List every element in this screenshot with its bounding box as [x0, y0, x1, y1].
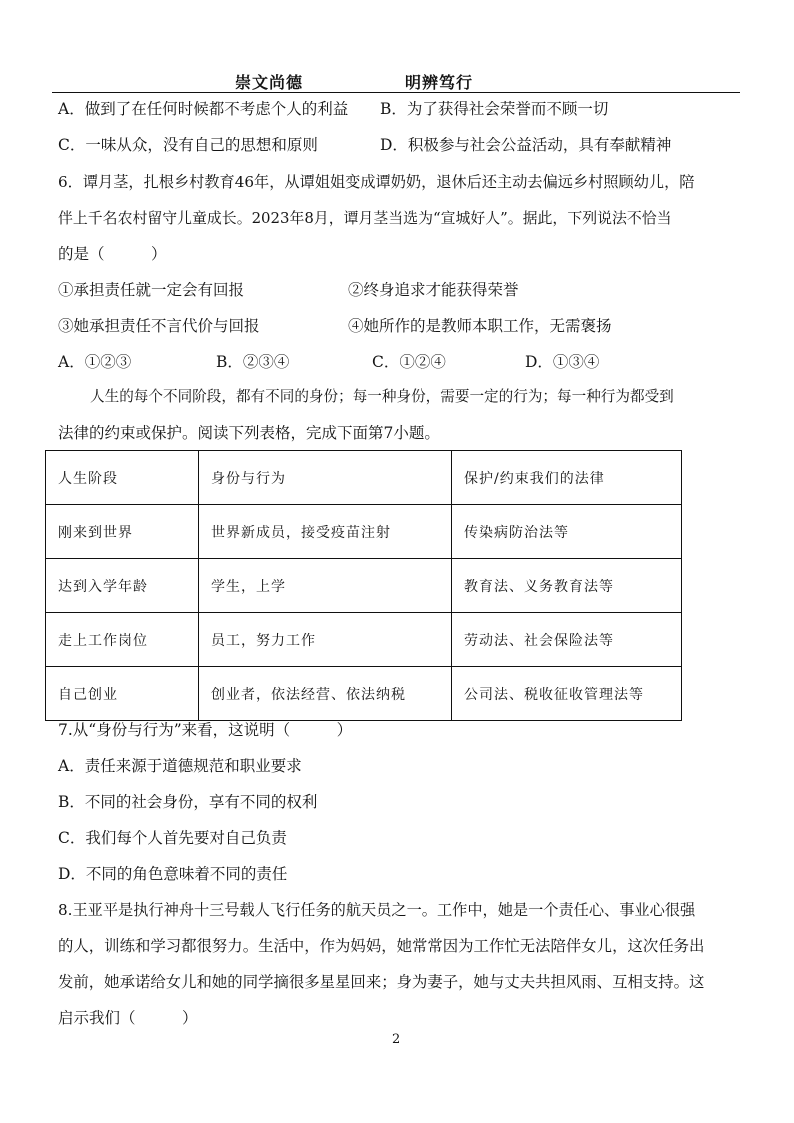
- q6-statement-1: ①承担责任就一定会有回报: [58, 281, 245, 299]
- life-stage-table: [45, 450, 682, 721]
- header-rule: [52, 92, 740, 93]
- table-header-cell: 保护/约束我们的法律: [452, 451, 682, 505]
- table-cell: 教育法、义务教育法等: [452, 559, 682, 613]
- q8-stem-line-2: 的人，训练和学习都很努力。生活中，作为妈妈，她常常因为工作忙无法陪伴女儿，这次任务出: [58, 937, 705, 955]
- intro-line-2: 法律的约束或保护。阅读下列表格，完成下面第7小题。: [58, 424, 440, 442]
- q7-option-a: A．责任来源于道德规范和职业要求: [58, 757, 302, 775]
- q6-stem-line-1: 6．谭月茎，扎根乡村教育46年，从谭姐姐变成谭奶奶，退休后还主动去偏远乡村照顾幼儿，陪: [58, 173, 695, 191]
- table-cell: 创业者，依法经营、依法纳税: [199, 667, 452, 721]
- q6-stem-line-3: 的是（ ）: [58, 245, 167, 263]
- table-row: [46, 613, 682, 667]
- table-row: [46, 559, 682, 613]
- q5-option-b: B．为了获得社会荣誉而不顾一切: [380, 100, 609, 118]
- table-cell: 员工，努力工作: [199, 613, 452, 667]
- q6-statement-3: ③她承担责任不言代价与回报: [58, 317, 260, 335]
- intro-line-1: 人生的每个不同阶段，都有不同的身份；每一种身份，需要一定的行为；每一种行为都受到: [90, 388, 674, 405]
- header-motto-left: 崇文尚德: [235, 73, 304, 92]
- q8-stem-line-1: 8.王亚平是执行神舟十三号载人飞行任务的航天员之一。工作中，她是一个责任心、事业心很强: [58, 901, 696, 919]
- table-cell: 世界新成员，接受疫苗注射: [199, 505, 452, 559]
- table-cell: 公司法、税收征收管理法等: [452, 667, 682, 721]
- page-number: 2: [392, 1032, 401, 1047]
- table-cell: 刚来到世界: [46, 505, 199, 559]
- header-motto-right: 明辨笃行: [405, 73, 474, 92]
- q8-stem-line-3: 发前，她承诺给女儿和她的同学摘很多星星回来；身为妻子，她与丈夫共担风雨、互相支持。这: [58, 973, 705, 991]
- table-cell: 传染病防治法等: [452, 505, 682, 559]
- q5-option-a: A．做到了在任何时候都不考虑个人的利益: [58, 100, 349, 118]
- table-cell: 劳动法、社会保险法等: [452, 613, 682, 667]
- table-cell: 自己创业: [46, 667, 199, 721]
- table-header-cell: 身份与行为: [199, 451, 452, 505]
- table-row: [46, 505, 682, 559]
- q6-stem-line-2: 伴上千名农村留守儿童成长。2023年8月，谭月茎当选为“宣城好人”。据此，下列说法不恰当: [58, 209, 672, 227]
- q7-option-d: D．不同的角色意味着不同的责任: [58, 865, 288, 883]
- table-header-row: [46, 451, 682, 505]
- q7-stem: 7.从“身份与行为”来看，这说明（ ）: [58, 721, 353, 739]
- table-row: [46, 667, 682, 721]
- q6-option-d: D．①③④: [525, 353, 600, 371]
- q6-statement-2: ②终身追求才能获得荣誉: [348, 281, 519, 299]
- table-header-cell: 人生阶段: [46, 451, 199, 505]
- q5-option-d: D．积极参与社会公益活动，具有奉献精神: [380, 136, 672, 154]
- q6-option-a: A．①②③: [58, 353, 132, 371]
- q6-statement-4: ④她所作的是教师本职工作，无需褒扬: [348, 317, 612, 335]
- q8-stem-line-4: 启示我们（ ）: [58, 1009, 198, 1027]
- table-cell: 达到入学年龄: [46, 559, 199, 613]
- q5-option-c: C．一味从众，没有自己的思想和原则: [58, 136, 318, 154]
- q7-option-b: B．不同的社会身份，享有不同的权利: [58, 793, 318, 811]
- q6-option-c: C．①②④: [372, 353, 446, 371]
- table-cell: 学生，上学: [199, 559, 452, 613]
- q6-option-b: B．②③④: [216, 353, 290, 371]
- table-cell: 走上工作岗位: [46, 613, 199, 667]
- q7-option-c: C．我们每个人首先要对自己负责: [58, 829, 287, 847]
